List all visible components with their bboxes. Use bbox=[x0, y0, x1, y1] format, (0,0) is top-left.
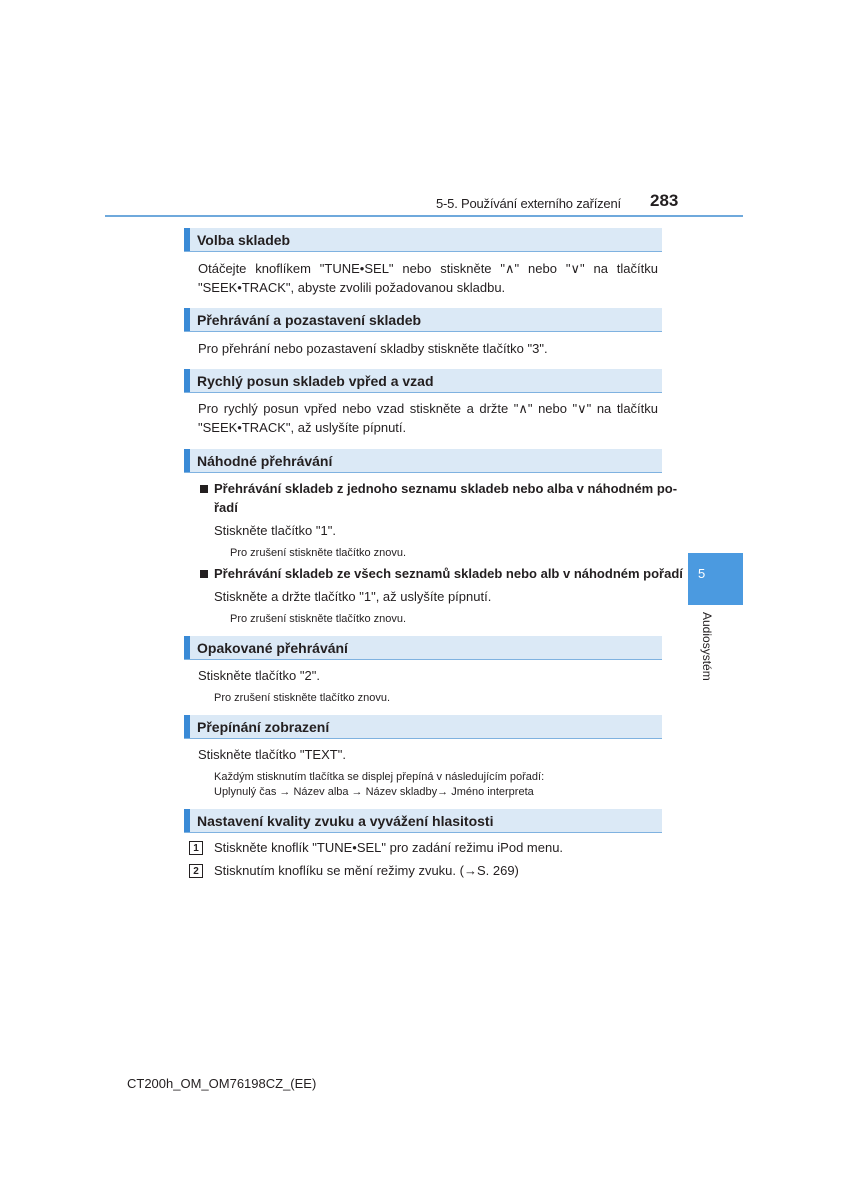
bullet-title: Přehrávání skladeb ze všech seznamů skladeb nebo alb v náhodném pořadí bbox=[214, 566, 683, 581]
heading-nahodne-prehravani bbox=[184, 449, 662, 473]
step-text: Stisknutím knoflíku se mění režimy zvuku. (→S. 269) bbox=[214, 863, 519, 878]
chapter-number: 5 bbox=[698, 566, 706, 581]
heading-text: Nastavení kvality zvuku a vyvážení hlasitosti bbox=[197, 813, 494, 829]
bullet-text: Stiskněte tlačítko "1". bbox=[214, 523, 336, 538]
section-title: 5-5. Používání externího zařízení bbox=[436, 196, 621, 211]
heading-opakovane-prehravani bbox=[184, 636, 662, 660]
heading-prehravani-pozastaveni bbox=[184, 308, 662, 332]
step-number-box: 2 bbox=[189, 864, 203, 878]
note: Pro zrušení stiskněte tlačítko znovu. bbox=[214, 692, 391, 704]
bullet-title: Přehrávání skladeb z jednoho seznamu skladeb nebo alba v náhodném po- bbox=[214, 481, 678, 496]
heading-prepinani-zobrazeni bbox=[184, 715, 662, 739]
note: Uplynulý čas → Název alba → Název skladby→ Jméno interpreta bbox=[214, 786, 534, 798]
page-number: 283 bbox=[650, 191, 679, 210]
step-text: Stiskněte knoflík "TUNE•SEL" pro zadání režimu iPod menu. bbox=[214, 840, 564, 855]
note: Pro zrušení stiskněte tlačítko znovu. bbox=[230, 547, 407, 559]
heading-text: Náhodné přehrávání bbox=[197, 453, 333, 469]
paragraph-line: "SEEK•TRACK", až uslyšíte pípnutí. bbox=[198, 420, 407, 435]
chapter-label: Audiosystém bbox=[700, 612, 714, 681]
footer-code: CT200h_OM_OM76198CZ_(EE) bbox=[127, 1076, 317, 1091]
bullet-text: Stiskněte a držte tlačítko "1", až uslyšíte pípnutí. bbox=[214, 589, 492, 604]
note: Pro zrušení stiskněte tlačítko znovu. bbox=[230, 613, 407, 625]
paragraph-line: Stiskněte tlačítko "TEXT". bbox=[198, 747, 346, 762]
heading-text: Přehrávání a pozastavení skladeb bbox=[197, 312, 422, 328]
paragraph-line: Pro rychlý posun vpřed nebo vzad stiskněte a držte "∧" nebo "∨" na tlačítku bbox=[198, 401, 658, 416]
square-bullet-icon bbox=[200, 485, 208, 493]
bullet-title: řadí bbox=[214, 500, 238, 515]
paragraph-line: "SEEK•TRACK", abyste zvolili požadovanou skladbu. bbox=[198, 280, 506, 295]
heading-rychly-posun bbox=[184, 369, 662, 393]
paragraph-line: Pro přehrání nebo pozastavení skladby stiskněte tlačítko "3". bbox=[198, 341, 548, 356]
heading-nastaveni-kvality-zvuku bbox=[184, 809, 662, 833]
heading-text: Volba skladeb bbox=[197, 232, 291, 248]
heading-text: Rychlý posun skladeb vpřed a vzad bbox=[197, 373, 434, 389]
heading-text: Opakované přehrávání bbox=[197, 640, 348, 656]
step-number-box: 1 bbox=[189, 841, 203, 855]
paragraph-line: Stiskněte tlačítko "2". bbox=[198, 668, 320, 683]
square-bullet-icon bbox=[200, 570, 208, 578]
chapter-tab bbox=[688, 553, 743, 605]
paragraph-line: Otáčejte knoflíkem "TUNE•SEL" nebo stiskněte "∧" nebo "∨" na tlačítku bbox=[198, 261, 658, 276]
heading-volba-skladeb bbox=[184, 228, 662, 252]
header-rule bbox=[105, 215, 743, 217]
note: Každým stisknutím tlačítka se displej přepíná v následujícím pořadí: bbox=[214, 771, 545, 783]
heading-text: Přepínání zobrazení bbox=[197, 719, 330, 735]
